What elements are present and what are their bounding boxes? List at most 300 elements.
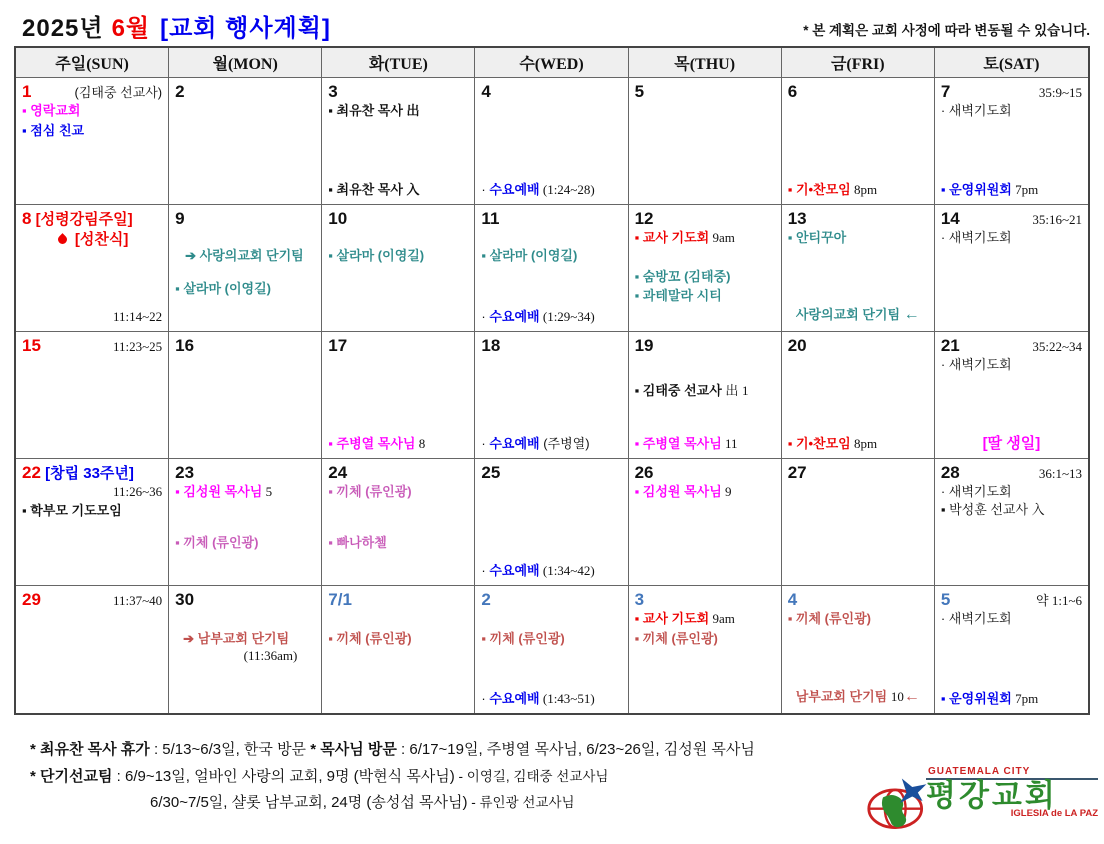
text-segment: 2 <box>481 590 491 609</box>
text-segment: 16 <box>175 336 195 355</box>
day-line <box>941 589 1082 611</box>
calendar-cell <box>322 205 475 332</box>
line-text <box>796 687 920 708</box>
event-line <box>635 269 775 286</box>
text-segment: 새벽기도회 <box>948 484 1012 500</box>
text-segment: (11:36am) <box>243 647 298 663</box>
line-text <box>635 81 644 103</box>
event-line <box>328 484 468 501</box>
text-segment: ▪ <box>175 280 184 296</box>
event-line <box>941 182 1082 199</box>
weekday-header: 수(WED) <box>475 48 628 77</box>
logo-text <box>926 766 1098 819</box>
text-segment: 끼체 (류인광) <box>183 534 259 550</box>
text-segment: ▪ <box>940 182 950 198</box>
text-segment: 끼체 (류인광) <box>642 630 718 646</box>
footer-notes <box>30 740 755 820</box>
calendar-cell <box>169 332 322 459</box>
text-segment: 6 <box>787 82 798 101</box>
calendar-cell <box>935 586 1088 713</box>
weekday-header: 목(THU) <box>629 48 782 77</box>
line-text <box>175 535 258 552</box>
text-segment: 안티꾸아 <box>795 230 847 246</box>
line-text <box>328 182 419 199</box>
calendar-cell <box>16 459 169 586</box>
line-text <box>22 589 41 611</box>
line-text <box>788 208 807 230</box>
text-segment: : 5/13~6/3일, 한국 방문 <box>149 741 311 758</box>
calendar-cell <box>629 78 782 205</box>
text-segment: [딸 생일] <box>982 434 1041 452</box>
text-segment: : 6/9~13일, 얼바인 사랑의 교회, 9명 (박현식 목사님) <box>112 767 455 785</box>
text-segment: 10 <box>890 689 904 705</box>
line-text <box>635 436 738 453</box>
logo-church-name: 평강교회 <box>926 778 1058 813</box>
text-segment: 19 <box>634 336 654 355</box>
line-text <box>788 182 877 199</box>
text-segment: 끼체 (류인광) <box>795 611 871 627</box>
text-segment: 22 <box>22 463 41 482</box>
text-segment: 최유찬 목사 入 <box>336 182 420 198</box>
text-segment: 사랑의교회 단기팀 <box>795 307 904 323</box>
text-segment: 26 <box>634 463 654 482</box>
text-segment: - 이영길, 김태중 선교사님 <box>454 768 609 784</box>
line-text <box>22 81 31 103</box>
text-segment: 수요예배 <box>489 691 540 707</box>
day-line <box>481 81 621 103</box>
text-segment: 영락교회 <box>30 103 81 119</box>
line-text <box>796 305 920 326</box>
text-segment: * 목사님 방문 <box>310 741 397 758</box>
line-text <box>481 462 500 484</box>
text-segment: 24 <box>328 463 348 482</box>
text-segment: 수요예배 <box>489 182 540 198</box>
line-text <box>328 484 411 501</box>
line-text <box>941 208 960 230</box>
calendar-cell <box>782 78 935 205</box>
event-line <box>22 123 162 140</box>
corner-note <box>113 339 162 356</box>
line-text <box>328 631 411 648</box>
event-line <box>481 691 621 708</box>
line-text <box>481 309 594 326</box>
text-segment: 기•찬모임 <box>795 182 851 198</box>
text-segment: 새벽기도회 <box>948 103 1012 119</box>
text-segment: (주병열) <box>539 436 590 452</box>
page-title <box>22 8 331 43</box>
text-segment: 과테말라 시티 <box>642 287 722 303</box>
text-segment: ▪ <box>328 436 337 452</box>
event-line <box>481 436 621 453</box>
event-line <box>941 434 1082 454</box>
line-text <box>30 740 755 760</box>
text-segment: 주병열 목사님 <box>642 436 722 452</box>
text-segment: ▪ <box>481 248 490 264</box>
text-segment: 出 <box>721 383 742 399</box>
day-line <box>175 335 315 357</box>
event-line <box>635 611 775 628</box>
event-line <box>788 305 928 326</box>
line-text <box>175 208 184 230</box>
day-line <box>22 208 162 230</box>
calendar-cell <box>935 78 1088 205</box>
text-segment: [창립 33주년] <box>40 465 134 482</box>
event-line <box>22 230 162 250</box>
calendar-cell <box>169 205 322 332</box>
day-line <box>22 589 162 611</box>
day-line <box>328 335 468 357</box>
text-segment: 4 <box>481 82 491 101</box>
text-segment: 9am <box>709 230 735 246</box>
line-text <box>941 182 1038 199</box>
text-segment: 3 <box>328 82 338 101</box>
text-segment: 남부교회 단기팀 <box>795 689 891 705</box>
line-text <box>244 648 298 665</box>
event-line <box>788 611 928 628</box>
day-line <box>481 462 621 484</box>
day-line <box>635 208 775 230</box>
title-label: [교회 행사계획] <box>160 15 331 42</box>
text-segment: 21 <box>940 336 960 355</box>
line-text <box>22 103 80 120</box>
line-text <box>175 335 194 357</box>
calendar-cell <box>169 586 322 713</box>
text-segment: 수요예배 <box>489 436 540 452</box>
day-line <box>788 81 928 103</box>
calendar-cell <box>16 205 169 332</box>
day-line <box>635 335 775 357</box>
text-segment: 새벽기도회 <box>948 357 1012 373</box>
line-text <box>941 484 1012 501</box>
line-text <box>788 462 807 484</box>
line-text <box>788 611 871 628</box>
text-segment: ▪ <box>22 103 31 119</box>
calendar-cell <box>629 459 782 586</box>
day-line <box>175 81 315 103</box>
logo-subtitle: IGLESIA de LA PAZ <box>1010 807 1098 819</box>
text-segment: 25 <box>481 463 501 482</box>
text-segment: 살라마 (이영길) <box>183 280 271 296</box>
day-line <box>481 335 621 357</box>
line-text <box>328 335 347 357</box>
text-segment: 11 <box>481 209 500 228</box>
event-line <box>22 503 162 520</box>
day-line <box>941 81 1082 103</box>
text-segment: 3 <box>634 590 645 609</box>
line-text <box>30 767 608 787</box>
text-segment: 사랑의교회 단기팀 <box>199 248 304 264</box>
text-segment: 35:9~15 <box>1038 85 1082 100</box>
title-month: 6월 <box>111 15 151 42</box>
line-text <box>941 462 960 484</box>
line-text <box>635 631 718 648</box>
line-text <box>983 434 1041 454</box>
text-segment: (1:43~51) <box>539 691 595 707</box>
day-line <box>481 208 621 230</box>
day-line <box>328 462 468 484</box>
text-segment: 7 <box>940 82 951 101</box>
line-text <box>22 335 41 357</box>
text-segment: 9 <box>721 484 732 500</box>
text-segment: 17 <box>328 336 348 355</box>
weekday-header: 주일(SUN) <box>16 48 169 77</box>
text-segment: 35:22~34 <box>1032 339 1082 354</box>
weekday-header-row <box>16 48 1088 78</box>
line-text <box>635 383 749 400</box>
day-line <box>328 208 468 230</box>
calendar-cell <box>475 205 628 332</box>
event-line <box>481 309 621 326</box>
line-text <box>941 335 960 357</box>
corner-note <box>1039 85 1082 102</box>
day-line <box>175 462 315 484</box>
line-text <box>635 230 735 247</box>
day-line <box>635 81 775 103</box>
line-text <box>941 103 1012 120</box>
church-logo <box>866 766 1098 834</box>
line-text <box>328 208 347 230</box>
text-segment: · <box>481 309 490 325</box>
calendar-cell <box>16 78 169 205</box>
calendar-cell <box>935 205 1088 332</box>
arrow-left-icon: ← <box>903 688 920 706</box>
text-segment: · <box>940 484 949 500</box>
text-segment: 1 <box>742 383 749 399</box>
corner-note <box>113 593 162 610</box>
line-text <box>941 357 1012 374</box>
text-segment: ▪ <box>328 484 337 500</box>
text-segment: (1:29~34) <box>539 309 595 325</box>
line-text <box>635 589 644 611</box>
text-segment: · <box>940 230 949 246</box>
text-segment: 9 <box>175 209 185 228</box>
text-segment: ▪ <box>175 484 184 500</box>
event-line <box>941 103 1082 120</box>
event-line <box>328 535 468 552</box>
text-segment: 최유찬 목사 出 <box>336 103 420 119</box>
text-segment: 36:1~13 <box>1038 466 1082 481</box>
line-text <box>328 589 352 611</box>
event-line <box>941 230 1082 247</box>
line-text <box>481 248 577 265</box>
text-segment: ▪ <box>328 103 337 119</box>
text-segment: 5 <box>634 82 645 101</box>
text-segment: ▪ <box>787 611 796 627</box>
event-line <box>635 230 775 247</box>
calendar-cell <box>169 459 322 586</box>
calendar-cell <box>782 332 935 459</box>
calendar-cell <box>475 586 628 713</box>
line-text <box>635 462 654 484</box>
text-segment: ▪ <box>940 501 950 517</box>
line-text <box>481 563 594 580</box>
text-segment: * 최유찬 목사 휴가 <box>30 741 150 758</box>
event-line <box>941 611 1082 628</box>
day-line <box>788 335 928 357</box>
day-line <box>635 462 775 484</box>
corner-note <box>1032 212 1082 229</box>
event-line <box>22 309 162 326</box>
day-line <box>22 335 162 357</box>
text-segment: 박성훈 선교사 入 <box>949 501 1045 517</box>
text-segment: 23 <box>175 463 195 482</box>
text-segment: ▪ <box>787 230 796 246</box>
text-segment: ▪ <box>940 691 950 707</box>
text-segment: ▪ <box>481 631 490 647</box>
footer-line <box>30 740 755 760</box>
line-text <box>22 503 122 520</box>
text-segment: · <box>940 611 949 627</box>
text-segment: 14 <box>940 209 960 228</box>
text-segment: 11:14~22 <box>112 309 163 325</box>
text-segment: · <box>940 357 949 373</box>
day-line <box>941 335 1082 357</box>
text-segment: 6/30~7/5일, 샬롯 남부교회, 24명 (송성섭 목사님) <box>150 794 468 811</box>
event-line <box>183 631 315 648</box>
arrow-right-icon: ➔ <box>183 631 198 647</box>
text-segment: 약 1:1~6 <box>1036 593 1082 608</box>
event-line <box>175 648 297 665</box>
text-segment: · <box>481 691 490 707</box>
text-segment: 새벽기도회 <box>948 611 1012 627</box>
line-text <box>175 484 272 501</box>
day-line <box>328 589 468 611</box>
line-text <box>941 81 950 103</box>
event-line <box>481 631 621 648</box>
calendar-cell <box>16 332 169 459</box>
event-line <box>328 631 468 648</box>
line-text <box>185 248 304 265</box>
line-text <box>481 81 490 103</box>
text-segment: ▪ <box>634 230 643 246</box>
line-text <box>175 462 194 484</box>
weekday-header: 금(FRI) <box>782 48 935 77</box>
calendar-cell <box>782 205 935 332</box>
day-line <box>328 81 468 103</box>
text-segment: [성찬식] <box>70 231 129 249</box>
text-segment: 1 <box>22 82 32 101</box>
calendar-cell <box>629 586 782 713</box>
event-line <box>941 691 1082 708</box>
line-text <box>175 81 184 103</box>
calendar-cell <box>935 332 1088 459</box>
text-segment: 11:23~25 <box>112 339 163 354</box>
line-text <box>175 589 194 611</box>
day-line <box>788 462 928 484</box>
text-segment: ▪ <box>634 611 643 627</box>
corner-note <box>1032 339 1082 356</box>
drop-icon <box>56 233 69 246</box>
calendar-cell <box>935 459 1088 586</box>
event-line <box>788 687 928 708</box>
text-segment: 남부교회 단기팀 <box>197 631 290 647</box>
event-line <box>788 436 928 453</box>
globe-logo-icon <box>866 774 932 834</box>
text-segment: 주병열 목사님 <box>336 436 416 452</box>
text-segment: 7pm <box>1011 182 1039 198</box>
text-segment: · <box>940 103 949 119</box>
line-text <box>788 81 797 103</box>
line-text <box>481 589 490 611</box>
event-line <box>481 182 621 199</box>
line-text <box>941 691 1038 708</box>
event-line <box>635 436 775 453</box>
text-segment: [성령강림주일] <box>31 211 133 228</box>
corner-note <box>75 85 163 102</box>
text-segment: 수요예배 <box>489 563 540 579</box>
text-segment: 운영위원회 <box>949 691 1012 707</box>
event-line <box>941 357 1082 374</box>
text-segment: (김태중 선교사) <box>74 85 163 100</box>
day-line <box>788 589 928 611</box>
event-line <box>481 563 621 580</box>
text-segment: 10 <box>328 209 348 228</box>
line-text <box>788 230 846 247</box>
calendar-table <box>14 46 1090 715</box>
text-segment: 28 <box>940 463 960 482</box>
event-line <box>22 484 162 501</box>
text-segment: 11:26~36 <box>112 484 163 500</box>
text-segment: 살라마 (이영길) <box>489 248 578 264</box>
calendar-cell <box>782 459 935 586</box>
text-segment: 김성원 목사님 <box>642 484 722 500</box>
text-segment: 8 <box>22 209 32 228</box>
text-segment: 점심 친교 <box>30 122 85 138</box>
text-segment: ▪ <box>787 436 796 452</box>
line-text <box>183 631 289 648</box>
event-line <box>635 383 775 400</box>
text-segment: * 단기선교팀 <box>30 767 113 785</box>
day-line <box>175 589 315 611</box>
text-segment: ▪ <box>328 182 337 198</box>
event-line <box>788 230 928 247</box>
event-line <box>481 248 621 265</box>
line-text <box>481 631 564 648</box>
day-line <box>635 589 775 611</box>
text-segment: 8pm <box>850 182 878 198</box>
line-text <box>22 208 133 230</box>
text-segment: 7pm <box>1011 691 1039 707</box>
text-segment: ▪ <box>634 383 643 399</box>
line-text <box>328 436 425 453</box>
line-text <box>635 611 735 628</box>
calendar-cell <box>475 78 628 205</box>
event-line <box>635 288 775 305</box>
text-segment: 18 <box>481 336 501 355</box>
line-text <box>635 208 654 230</box>
text-segment: ▪ <box>634 436 643 452</box>
text-segment: 29 <box>22 590 41 609</box>
event-line <box>328 436 468 453</box>
line-text <box>22 123 84 140</box>
line-text <box>481 691 594 708</box>
text-segment: 김태중 선교사 <box>642 383 722 399</box>
text-segment: · <box>481 182 490 198</box>
text-segment: 빠나하첼 <box>336 534 387 550</box>
event-line <box>941 502 1082 519</box>
event-line <box>941 484 1082 501</box>
line-text <box>328 462 347 484</box>
line-text <box>941 611 1012 628</box>
text-segment: 끼체 (류인광) <box>489 631 565 647</box>
text-segment: (1:24~28) <box>539 182 595 198</box>
text-segment: 운영위원회 <box>949 182 1012 198</box>
event-line <box>635 484 775 501</box>
calendar-cell <box>475 459 628 586</box>
text-segment: 5 <box>262 484 273 500</box>
event-line <box>328 248 468 265</box>
line-text <box>113 309 162 326</box>
